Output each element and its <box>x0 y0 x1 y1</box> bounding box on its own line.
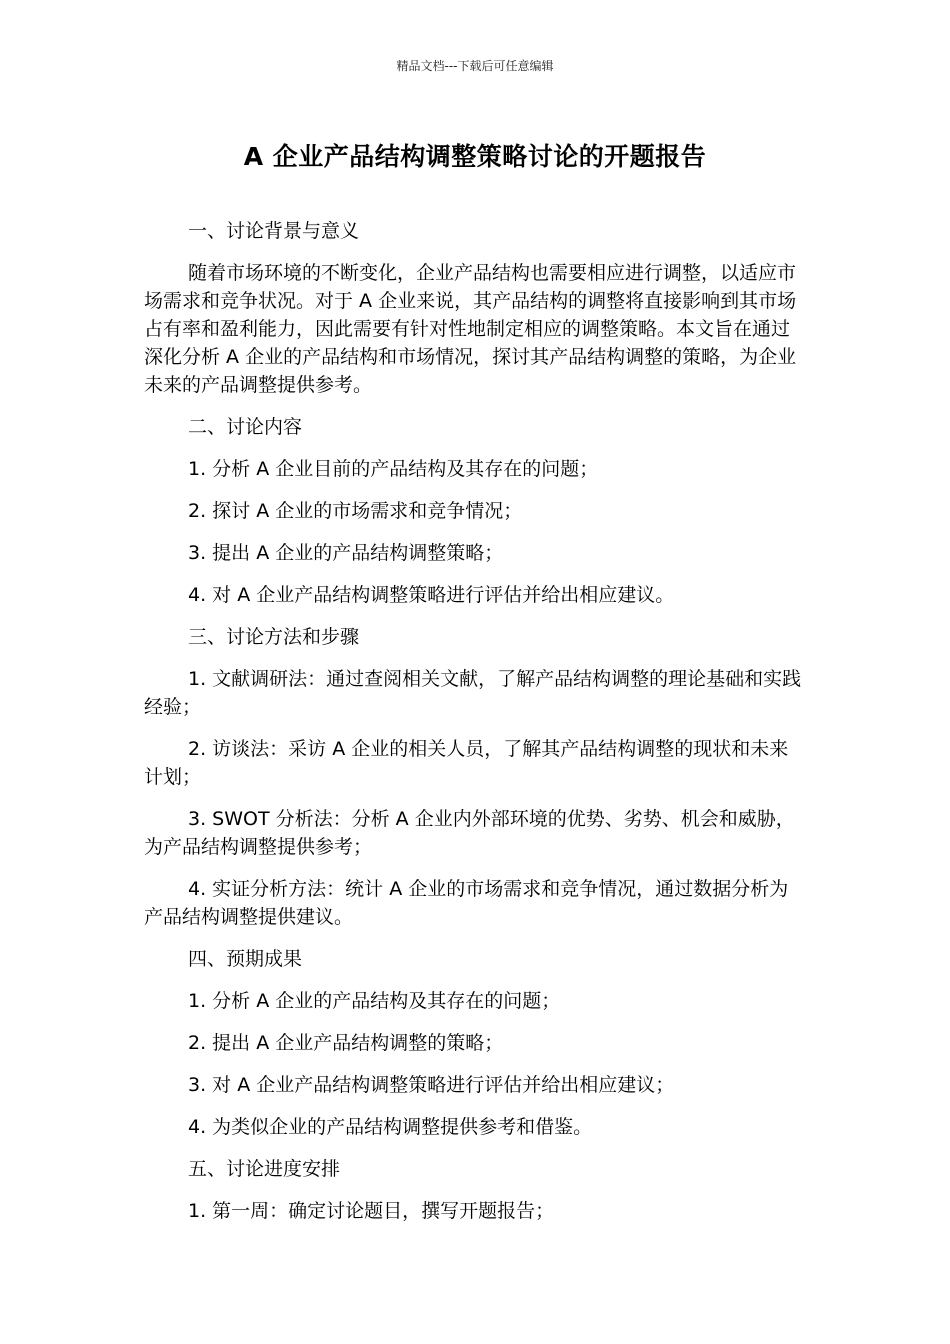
list-item: 2. 访谈法：采访 A 企业的相关人员，了解其产品结构调整的现状和未来计划； <box>144 738 789 788</box>
list-item: 2. 探讨 A 企业的市场需求和竞争情况； <box>188 500 523 522</box>
paragraph: 随着市场环境的不断变化，企业产品结构也需要相应进行调整，以适应市场需求和竞争状况。对于 A 企业来说，其产品结构的调整将直接影响到其市场占有率和盈利能力，因此需要有针对性地制定相应的调整策略。本文旨在通过深化分析 A 企业的产品结构和市场情况，探讨其产品结构调整的策略，为企业未来的产品调整提供参考。 <box>144 262 797 396</box>
list-item: 1. 第一周：确定讨论题目，撰写开题报告； <box>188 1200 555 1222</box>
document-body <box>144 217 806 1239</box>
list-item: 4. 实证分析方法：统计 A 企业的市场需求和竞争情况，通过数据分析为产品结构调整提供建议。 <box>144 878 789 928</box>
list-item: 2. 提出 A 企业产品结构调整的策略； <box>188 1032 504 1054</box>
document-title: A 企业产品结构调整策略讨论的开题报告 <box>243 142 707 171</box>
section-heading: 二、讨论内容 <box>188 416 303 438</box>
section-heading: 三、讨论方法和步骤 <box>188 626 360 648</box>
list-item: 1. 文献调研法：通过查阅相关文献，了解产品结构调整的理论基础和实践经验； <box>144 668 802 718</box>
page-header: 精品文档---下载后可任意编辑 <box>396 59 554 73</box>
list-item: 4. 为类似企业的产品结构调整提供参考和借鉴。 <box>188 1116 593 1138</box>
list-item: 3. SWOT 分析法：分析 A 企业内外部环境的优势、劣势、机会和威胁，为产品结构调整提供参考； <box>144 808 795 858</box>
list-item: 1. 分析 A 企业目前的产品结构及其存在的问题； <box>188 458 599 480</box>
section-heading: 五、讨论进度安排 <box>188 1158 341 1180</box>
list-item: 3. 对 A 企业产品结构调整策略进行评估并给出相应建议； <box>188 1074 675 1096</box>
section-heading: 四、预期成果 <box>188 948 303 970</box>
list-item: 1. 分析 A 企业的产品结构及其存在的问题； <box>188 990 561 1012</box>
list-item: 4. 对 A 企业产品结构调整策略进行评估并给出相应建议。 <box>188 584 675 606</box>
section-heading: 一、讨论背景与意义 <box>188 220 360 242</box>
list-item: 3. 提出 A 企业的产品结构调整策略； <box>188 542 504 564</box>
